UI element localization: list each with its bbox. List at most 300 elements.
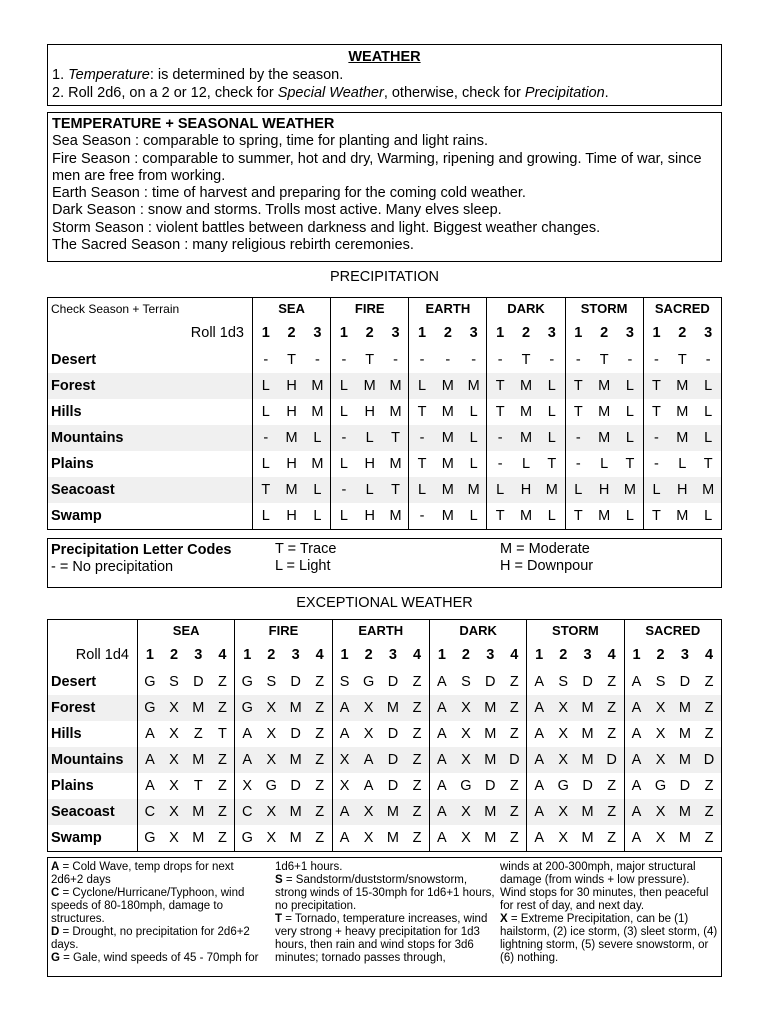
roll-value: 2 <box>461 647 470 663</box>
legend-key: A <box>51 861 60 873</box>
table-cell: Z <box>308 695 332 721</box>
table-cell: L <box>305 477 331 503</box>
table-cell: M <box>598 404 611 420</box>
roll-value: 3 <box>704 325 713 341</box>
roll-row <box>48 641 722 669</box>
roll-value: 4 <box>704 647 714 663</box>
table-cell: L <box>305 425 331 451</box>
table-cell: M <box>484 726 497 742</box>
terrain-label: Swamp <box>51 830 102 846</box>
table-cell: Z <box>704 726 714 742</box>
table-cell: M <box>441 456 454 472</box>
table-cell: - <box>643 425 669 451</box>
table-cell: L <box>331 373 357 399</box>
table-cell: H <box>286 404 297 420</box>
table-cell: Z <box>600 695 624 721</box>
table-cell: L <box>521 456 531 472</box>
table-row <box>48 747 722 773</box>
table-cell: X <box>332 773 356 799</box>
legend-key: S <box>275 874 283 886</box>
table-cell: Z <box>607 674 617 690</box>
table-cell: S <box>461 674 471 690</box>
table-cell: C <box>235 799 259 825</box>
table-cell: A <box>429 747 453 773</box>
table-cell: M <box>598 508 611 524</box>
table-cell: X <box>169 726 179 742</box>
table-cell: X <box>259 799 283 825</box>
roll-value: 1 <box>409 319 435 347</box>
roll-value: 1 <box>527 641 551 669</box>
legend-text: 1d6+1 hours. <box>275 861 343 873</box>
table-cell: - <box>643 451 669 477</box>
table-cell: Z <box>607 726 617 742</box>
table-cell: L <box>539 373 565 399</box>
corner-label: Check Season + Terrain <box>51 301 180 316</box>
roll-value: 4 <box>607 647 616 663</box>
table-cell: M <box>357 373 383 399</box>
season-line: Storm Season : violent battles between darkness and light. Biggest weather changes. <box>52 219 601 236</box>
table-row <box>48 799 722 825</box>
table-cell: D <box>387 726 399 742</box>
code-downpour: H = Downpour <box>500 558 594 574</box>
table-cell: L <box>409 477 435 503</box>
table-cell: H <box>513 477 539 503</box>
table-cell: Z <box>210 747 234 773</box>
table-cell: T <box>703 456 713 472</box>
table-row <box>48 773 722 799</box>
table-cell: M <box>441 404 454 420</box>
table-cell: M <box>676 508 689 524</box>
table-cell: G <box>362 674 375 690</box>
table-cell: X <box>162 799 186 825</box>
table-cell: D <box>679 778 691 794</box>
legend-key: T <box>275 913 283 925</box>
legend-text: = Cold Wave, temp drops for next 2d6+2 days <box>51 861 234 886</box>
temperature-section <box>47 112 722 262</box>
table-cell: M <box>186 695 210 721</box>
table-cell: M <box>283 747 307 773</box>
table-cell: D <box>290 778 301 794</box>
roll-value: 1 <box>331 319 357 347</box>
weather-rule-1: 1. Temperature: is determined by the season. <box>52 67 344 83</box>
table-cell: M <box>575 695 599 721</box>
terrain-label: Forest <box>48 373 253 399</box>
season-line: The Sacred Season : many religious rebirth ceremonies. <box>52 237 414 254</box>
legend-key: X <box>500 913 508 925</box>
roll-value: 4 <box>315 647 324 663</box>
roll-value: 1 <box>253 319 279 347</box>
season-header: SACRED <box>643 298 721 320</box>
table-cell: D <box>290 726 301 742</box>
terrain-label: Plains <box>51 456 94 472</box>
legend-key: G <box>51 952 60 964</box>
table-cell: T <box>643 399 669 425</box>
table-cell: Z <box>697 799 721 825</box>
table-cell: - <box>565 425 591 451</box>
season-header: EARTH <box>409 298 487 320</box>
table-cell: - <box>331 477 357 503</box>
table-cell: X <box>259 695 283 721</box>
table-cell: M <box>591 373 617 399</box>
table-cell: M <box>575 747 599 773</box>
table-cell: L <box>469 456 478 472</box>
table-cell: Z <box>308 747 332 773</box>
legend-entry <box>51 861 269 887</box>
exceptional-legend <box>47 857 722 977</box>
roll-value: 1 <box>624 641 648 669</box>
roll-value: 2 <box>656 647 665 663</box>
season-line: Fire Season : comparable to summer, hot and dry, Warming, ripening and growing. Time of war, since men are free from working. <box>52 150 702 184</box>
table-cell: T <box>487 503 513 530</box>
legend-text: = Gale, wind speeds of 45 - 70mph for <box>59 952 259 964</box>
table-cell: L <box>331 451 357 477</box>
table-cell: - <box>705 352 711 368</box>
table-cell: Z <box>502 799 526 825</box>
table-cell: Z <box>412 674 422 690</box>
table-cell: D <box>387 778 399 794</box>
roll-value: 4 <box>510 647 519 663</box>
roll-value: 2 <box>600 325 609 341</box>
season-header: FIRE <box>235 620 332 642</box>
table-cell: L <box>357 425 383 451</box>
table-cell: H <box>279 373 305 399</box>
table-cell: D <box>485 778 496 794</box>
table-cell: M <box>283 695 307 721</box>
precipitation-codes <box>47 538 722 588</box>
table-cell: A <box>624 669 648 695</box>
table-cell: L <box>600 456 609 472</box>
table-cell: M <box>581 726 594 742</box>
table-cell: A <box>363 778 374 794</box>
temperature-title: TEMPERATURE + SEASONAL WEATHER <box>52 116 335 132</box>
table-cell: Z <box>607 830 617 846</box>
table-cell: H <box>364 508 375 524</box>
terrain-label: Desert <box>51 674 97 690</box>
table-cell: - <box>471 352 477 368</box>
table-cell: X <box>356 799 380 825</box>
table-cell: M <box>484 830 497 846</box>
table-cell: M <box>678 726 691 742</box>
roll-value: 3 <box>625 325 634 341</box>
roll-value: 2 <box>287 325 296 341</box>
table-cell: A <box>624 695 648 721</box>
table-cell: G <box>557 778 569 794</box>
table-row <box>48 451 722 477</box>
table-cell: M <box>435 477 461 503</box>
weather-rule-2: 2. Roll 2d6, on a 2 or 12, check for Special Weather, otherwise, check for Precipitation. <box>52 85 609 101</box>
table-cell: L <box>253 503 279 530</box>
table-cell: Z <box>509 726 519 742</box>
table-cell: - <box>409 503 435 530</box>
table-cell: A <box>138 721 162 747</box>
roll-value: 2 <box>443 325 452 341</box>
table-cell: M <box>383 373 409 399</box>
table-cell: M <box>186 747 210 773</box>
table-cell: A <box>138 747 162 773</box>
table-cell: T <box>565 373 591 399</box>
table-cell: Z <box>405 695 429 721</box>
table-cell: M <box>695 477 721 503</box>
table-cell: M <box>575 799 599 825</box>
table-cell: L <box>357 477 383 503</box>
table-cell: M <box>386 830 399 846</box>
table-cell: M <box>591 425 617 451</box>
table-cell: A <box>624 747 648 773</box>
table-cell: Z <box>502 695 526 721</box>
season-header: SACRED <box>624 620 721 642</box>
table-cell: A <box>429 825 453 852</box>
table-cell: D <box>582 778 593 794</box>
table-row <box>48 399 722 425</box>
table-cell: X <box>356 695 380 721</box>
table-cell: M <box>461 477 487 503</box>
table-cell: G <box>138 825 162 852</box>
legend-column-2 <box>275 861 495 965</box>
terrain-label: Mountains <box>48 425 253 451</box>
table-cell: A <box>527 825 551 852</box>
table-cell: T <box>487 373 513 399</box>
table-cell: Z <box>315 674 325 690</box>
table-cell: L <box>704 404 713 420</box>
table-cell: L <box>253 373 279 399</box>
legend-text: = Extreme Precipitation, can be (1) hailstorm, (2) ice storm, (3) sleet storm, (4) lightning storm, (5) severe snowstorm, or (6) nothing. <box>500 913 718 964</box>
roll-value: 3 <box>388 647 397 663</box>
table-cell: M <box>513 425 539 451</box>
roll-value: 3 <box>391 325 400 341</box>
table-cell: L <box>487 477 513 503</box>
table-cell: T <box>409 399 435 425</box>
terrain-label: Mountains <box>48 747 138 773</box>
table-cell: Z <box>412 778 422 794</box>
table-cell: M <box>673 799 697 825</box>
terrain-label: Hills <box>51 726 82 742</box>
table-cell: A <box>332 721 356 747</box>
table-row <box>48 825 722 852</box>
table-cell: G <box>138 669 162 695</box>
table-row <box>48 695 722 721</box>
table-cell: H <box>364 456 375 472</box>
table-cell: Z <box>704 830 714 846</box>
table-cell: L <box>625 404 634 420</box>
weather-title: WEATHER <box>348 49 421 65</box>
table-cell: M <box>381 695 405 721</box>
table-cell: L <box>547 508 556 524</box>
table-cell: M <box>311 404 324 420</box>
table-cell: L <box>565 477 591 503</box>
season-header: FIRE <box>331 298 409 320</box>
table-cell: A <box>527 799 551 825</box>
table-cell: X <box>266 726 277 742</box>
table-cell: M <box>669 373 695 399</box>
table-cell: T <box>625 456 635 472</box>
terrain-label: Seacoast <box>48 799 138 825</box>
season-line: Sea Season : comparable to spring, time for planting and light rains. <box>52 133 489 150</box>
table-cell: X <box>551 747 575 773</box>
table-cell: T <box>365 352 375 368</box>
code-trace: T = Trace <box>275 541 337 557</box>
legend-text: = Drought, no precipitation for 2d6+2 days. <box>51 926 250 951</box>
table-cell: A <box>624 825 648 852</box>
table-cell: X <box>259 747 283 773</box>
table-cell: T <box>487 399 513 425</box>
table-cell: M <box>283 799 307 825</box>
table-cell: M <box>669 425 695 451</box>
table-cell: D <box>502 747 526 773</box>
table-cell: A <box>429 799 453 825</box>
table-cell: L <box>704 508 713 524</box>
roll-label: Roll 1d3 <box>190 325 244 341</box>
roll-value: 3 <box>486 647 495 663</box>
table-cell: D <box>290 674 301 690</box>
table-cell: M <box>478 799 502 825</box>
table-cell: X <box>169 778 179 794</box>
legend-column-3 <box>500 861 718 965</box>
table-cell: L <box>469 404 478 420</box>
table-cell: A <box>624 721 648 747</box>
table-cell: S <box>266 674 277 690</box>
table-cell: X <box>648 747 672 773</box>
table-cell: A <box>624 799 648 825</box>
table-cell: A <box>429 669 453 695</box>
terrain-label: Swamp <box>51 508 102 524</box>
table-cell: L <box>409 373 435 399</box>
terrain-label: Forest <box>48 695 138 721</box>
table-row <box>48 373 722 399</box>
legend-entry <box>275 913 495 965</box>
table-cell: M <box>461 373 487 399</box>
table-cell: L <box>617 425 643 451</box>
roll-value: 2 <box>169 647 179 663</box>
table-cell: M <box>513 373 539 399</box>
table-cell: M <box>617 477 643 503</box>
table-cell: M <box>478 747 502 773</box>
table-cell: M <box>305 373 331 399</box>
weather-section <box>47 44 722 106</box>
table-cell: M <box>192 830 205 846</box>
table-cell: - <box>627 352 633 368</box>
table-cell: T <box>547 456 557 472</box>
season-header: SEA <box>253 298 331 320</box>
table-cell: L <box>331 503 357 530</box>
roll-value: 1 <box>332 641 356 669</box>
table-cell: - <box>331 425 357 451</box>
legend-key: C <box>51 887 60 899</box>
table-cell: - <box>253 347 279 373</box>
table-cell: Z <box>509 778 519 794</box>
table-cell: - <box>487 347 513 373</box>
table-cell: T <box>383 477 409 503</box>
table-cell: M <box>186 799 210 825</box>
table-cell: L <box>253 399 279 425</box>
table-cell: X <box>454 799 478 825</box>
table-row <box>48 477 722 503</box>
table-cell: - <box>409 425 435 451</box>
table-cell: X <box>363 726 374 742</box>
table-row <box>48 669 722 695</box>
table-cell: T <box>253 477 279 503</box>
table-cell: Z <box>704 674 714 690</box>
table-cell: M <box>435 425 461 451</box>
table-cell: X <box>558 726 569 742</box>
table-cell: G <box>460 778 472 794</box>
table-cell: L <box>617 373 643 399</box>
table-cell: Z <box>412 726 422 742</box>
table-cell: D <box>697 747 721 773</box>
season-header-row <box>48 298 722 320</box>
table-cell: L <box>695 425 721 451</box>
table-cell: A <box>429 695 453 721</box>
corner-label <box>48 620 138 642</box>
table-cell: A <box>527 669 551 695</box>
season-header: DARK <box>487 298 565 320</box>
season-header: STORM <box>527 620 624 642</box>
table-cell: D <box>679 674 691 690</box>
table-cell: Z <box>315 726 325 742</box>
table-cell: M <box>678 830 691 846</box>
roll-value: 2 <box>521 325 531 341</box>
season-header: EARTH <box>332 620 429 642</box>
table-cell: L <box>695 373 721 399</box>
table-cell: - <box>253 425 279 451</box>
legend-column-1 <box>51 861 269 965</box>
table-cell: M <box>519 404 533 420</box>
table-cell: M <box>389 508 402 524</box>
table-cell: A <box>429 773 453 799</box>
table-cell: L <box>469 508 478 524</box>
legend-entry <box>51 926 269 952</box>
table-cell: L <box>625 508 634 524</box>
table-cell: X <box>558 830 569 846</box>
season-header-row <box>48 620 722 642</box>
table-cell: X <box>648 799 672 825</box>
table-cell: A <box>527 721 551 747</box>
table-cell: T <box>287 352 296 368</box>
roll-value: 1 <box>643 319 669 347</box>
roll-value: 1 <box>487 319 513 347</box>
table-cell: Z <box>509 674 519 690</box>
table-cell: X <box>454 695 478 721</box>
table-cell: X <box>648 695 672 721</box>
table-cell: S <box>558 674 569 690</box>
legend-entry <box>51 952 269 965</box>
table-cell: L <box>678 456 687 472</box>
table-cell: Z <box>217 778 227 794</box>
table-cell: T <box>409 451 435 477</box>
table-cell: X <box>235 773 259 799</box>
roll-value: 3 <box>313 325 322 341</box>
table-cell: X <box>266 830 277 846</box>
table-cell: M <box>279 477 305 503</box>
table-cell: L <box>547 404 556 420</box>
table-cell: S <box>655 674 666 690</box>
table-cell: L <box>253 451 279 477</box>
table-cell: M <box>581 830 594 846</box>
legend-text: = Cyclone/Hurricane/Typhoon, wind speeds of 80-180mph, damage to structures. <box>51 887 245 925</box>
table-cell: X <box>551 695 575 721</box>
terrain-label: Plains <box>51 778 94 794</box>
table-cell: - <box>445 352 451 368</box>
table-cell: L <box>643 477 669 503</box>
table-cell: X <box>461 726 471 742</box>
table-cell: X <box>332 747 356 773</box>
table-cell: T <box>565 503 591 530</box>
table-cell: A <box>624 773 648 799</box>
table-cell: - <box>487 425 513 451</box>
table-cell: T <box>383 425 409 451</box>
roll-value: 2 <box>364 647 373 663</box>
table-cell: A <box>235 721 259 747</box>
table-cell: A <box>332 799 356 825</box>
